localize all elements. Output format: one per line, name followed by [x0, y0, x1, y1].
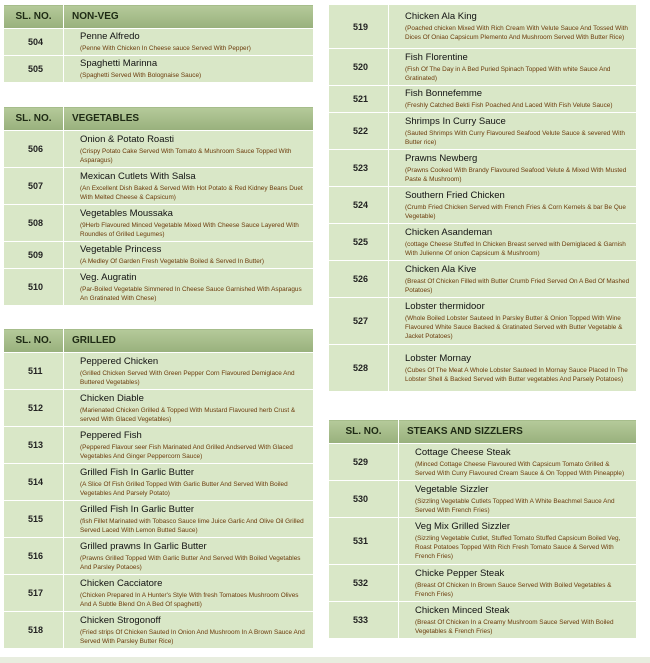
item-name: Fish Florentine — [405, 51, 468, 63]
item-description: (Spaghetti Served With Bolognaise Sauce) — [80, 72, 202, 79]
menu-item — [399, 602, 637, 639]
menu-item — [399, 518, 637, 565]
item-description: (Freshly Catched Bekti Fish Poached And Laced With Fish Velute Sauce) — [405, 102, 613, 109]
item-name: Southern Fried Chicken — [405, 189, 505, 201]
item-description: (cottage Cheese Stuffed In Chicken Breast served with Demiglaced & Garnish With Julienne Of onion Capsicum & Mushroom) — [405, 240, 626, 257]
menu-row — [4, 205, 314, 242]
menu-row — [4, 269, 314, 306]
item-number: 516 — [4, 538, 64, 575]
menu-item — [64, 575, 314, 612]
item-name: Lobster Mornay — [405, 352, 472, 364]
menu-row — [329, 565, 637, 602]
sl-no-header: SL. NO. — [4, 329, 64, 353]
item-name: Lobster thermidoor — [405, 301, 485, 312]
menu-row — [4, 575, 314, 612]
item-number: 532 — [329, 565, 399, 602]
menu-row — [4, 353, 314, 390]
menu-row — [329, 86, 637, 113]
item-name: Veg. Augratin — [80, 271, 137, 283]
menu-row — [329, 444, 637, 481]
menu-section-vegetables — [3, 106, 314, 306]
menu-row — [329, 261, 637, 298]
menu-item — [389, 298, 637, 345]
item-number: 517 — [4, 575, 64, 612]
item-name: Peppered Fish — [80, 429, 142, 441]
menu-row — [4, 29, 314, 56]
menu-row — [4, 168, 314, 205]
item-description: (Fried strips Of Chicken Sauted In Onion And Mushroom In A Brown Sauce And Served With Parsley Butter Rice) — [80, 628, 305, 645]
item-description: (Poached chicken Mixed With Rich Cream With Velute Sauce And Tossed With Dices Of Oniao Capsicum Plemento And Mushroom Served With Butter Rice) — [405, 25, 628, 41]
menu-item — [389, 113, 637, 150]
menu-row — [329, 49, 637, 86]
item-description: (Prawns Cooked With Brandy Flavoured Seafood Velute & Mixed With Musted Paste & Mushroom) — [405, 166, 627, 183]
item-description: (Par-Boiled Vegetable Simmered In Cheese Sauce Garnished With Asparagus An Gratinated With Chese) — [80, 285, 302, 302]
menu-row — [329, 113, 637, 150]
item-name: Prawns Newberg — [405, 152, 478, 164]
page-bottom-edge — [0, 657, 650, 663]
item-description: (fish Fillet Marinated with Tobasco Sauce lime Juice Garlic And Olive Oil Grilled Served Laced With Lemon Butted Sauce) — [80, 517, 304, 534]
menu-section-continued — [328, 4, 637, 392]
item-name: Onion & Potato Roasti — [80, 133, 174, 145]
item-name: Cottage Cheese Steak — [415, 446, 511, 458]
item-number: 510 — [4, 269, 64, 306]
item-number: 515 — [4, 501, 64, 538]
menu-row — [329, 150, 637, 187]
item-name: Mexican Cutlets With Salsa — [80, 170, 196, 182]
item-name: Chicken Ala King — [405, 11, 477, 22]
menu-row — [329, 518, 637, 565]
item-name: Shrimps In Curry Sauce — [405, 115, 506, 127]
item-number: 518 — [4, 612, 64, 649]
item-description: (An Excellent Dish Baked & Served With Hot Potato & Red Kidney Beans Duet With Melted Cheese & Capsicum) — [80, 184, 303, 201]
item-name: Vegetables Moussaka — [80, 207, 173, 219]
item-name: Penne Alfredo — [80, 31, 140, 42]
menu-row — [4, 464, 314, 501]
item-number: 520 — [329, 49, 389, 86]
item-number: 507 — [4, 168, 64, 205]
item-number: 531 — [329, 518, 399, 565]
menu-row — [329, 5, 637, 49]
sl-no-header: SL. NO. — [4, 5, 64, 29]
menu-item — [64, 501, 314, 538]
item-description: (Minced Cottage Cheese Flavoured With Capsicum Tomato Grilled & Served With Curry Flavoured Cream Sauce & On Topped With Pineapple) — [415, 460, 625, 477]
menu-row — [4, 538, 314, 575]
item-name: Vegetable Sizzler — [415, 483, 489, 495]
item-number: 509 — [4, 242, 64, 269]
item-number: 505 — [4, 56, 64, 83]
item-number: 508 — [4, 205, 64, 242]
item-number: 521 — [329, 86, 389, 113]
section-title: STEAKS AND SIZZLERS — [399, 420, 637, 444]
item-description: (Sizzling Vegetable Cutlets Topped With A White Beachmel Sauce And Served With French Fries) — [415, 497, 615, 514]
item-description: (Prawns Grilled Topped With Garlic Butter And Served With Boiled Vegetables And Parsley Potaoes) — [80, 554, 301, 571]
menu-section-steaks-and-sizzlers — [328, 419, 637, 639]
item-number: 524 — [329, 187, 389, 224]
menu-row — [4, 242, 314, 269]
menu-item — [64, 29, 314, 56]
menu-item — [64, 612, 314, 649]
item-number: 513 — [4, 427, 64, 464]
item-name: Chicken Ala Kive — [405, 263, 477, 275]
menu-item — [399, 565, 637, 602]
menu-item — [389, 224, 637, 261]
menu-row — [329, 602, 637, 639]
item-description: (Penne With Chicken In Cheese sauce Served With Pepper) — [80, 45, 251, 52]
item-number: 523 — [329, 150, 389, 187]
menu-item — [64, 205, 314, 242]
menu-row — [4, 427, 314, 464]
menu-item — [64, 464, 314, 501]
item-name: Vegetable Princess — [80, 244, 162, 255]
menu-row — [329, 187, 637, 224]
item-number: 511 — [4, 353, 64, 390]
menu-row — [4, 501, 314, 538]
item-description: (Marienated Chicken Grilled & Topped With Mustard Flavoured herb Crust & served With Glaced Vegetables) — [80, 406, 296, 423]
section-title: NON-VEG — [64, 5, 314, 29]
item-number: 512 — [4, 390, 64, 427]
menu-item — [64, 390, 314, 427]
item-number: 506 — [4, 131, 64, 168]
menu-item — [64, 427, 314, 464]
menu-row — [4, 390, 314, 427]
menu-item — [64, 168, 314, 205]
item-number: 529 — [329, 444, 399, 481]
menu-item — [389, 150, 637, 187]
item-name: Chicke Pepper Steak — [415, 567, 505, 579]
menu-item — [399, 481, 637, 518]
item-description: (Crumb Fried Chicken Served with French Fries & Corn Kernels & bar Be Que Vegetable) — [405, 203, 626, 220]
sl-no-header: SL. NO. — [329, 420, 399, 444]
menu-item — [399, 444, 637, 481]
item-name: Veg Mix Grilled Sizzler — [415, 521, 511, 532]
menu-item — [389, 49, 637, 86]
item-description: (Grilled Chicken Served With Green Pepper Corn Flavoured Demiglace And Buttered Vegetables) — [80, 369, 295, 386]
section-title: VEGETABLES — [64, 107, 314, 131]
item-number: 525 — [329, 224, 389, 261]
item-description: (Cubes Of The Meat A Whole Lobster Sauteed In Mornay Sauce Placed In The Lobster Shell & Backed Served with Butter vegetables And Parsely Potatoes) — [405, 366, 628, 383]
item-description: (Peppered Flavour seer Fish Marinated And Grilled Andserved With Glaced Vegetables And Ginger Peppercorn Sauce) — [80, 443, 293, 460]
item-name: Peppered Chicken — [80, 355, 159, 367]
menu-item — [64, 242, 314, 269]
item-name: Grilled Fish In Garlic Butter — [80, 503, 195, 515]
item-name: Grilled prawns In Garlic Butter — [80, 540, 207, 552]
menu-item — [64, 131, 314, 168]
menu-section-nonveg — [3, 4, 314, 83]
item-description: (Fish Of The Day in A Bed Puried Spinach Topped With white Sauce And Gratinated) — [405, 65, 611, 82]
item-description: (Crispy Potato Cake Served With Tomato & Mushroom Sauce Topped With Asparagus) — [80, 147, 292, 164]
menu-item — [389, 5, 637, 49]
item-name: Chicken Strogonoff — [80, 614, 161, 626]
item-description: (Sauted Shrimps With Curry Flavoured Seafood Velute Sauce & severed With Butter rice) — [405, 129, 625, 146]
item-name: Chicken Minced Steak — [415, 604, 510, 616]
item-description: (Whole Boiled Lobster Sauteed In Parsley Butter & Onion Topped With Wine Flavoured White Sauce Backed & Gratinated Served with Butter Vegetable & Jacket Potatoes) — [405, 315, 623, 340]
item-number: 530 — [329, 481, 399, 518]
menu-row — [4, 131, 314, 168]
item-number: 533 — [329, 602, 399, 639]
item-number: 526 — [329, 261, 389, 298]
menu-row — [329, 345, 637, 392]
item-description: (9Herb Flavoured Minced Vegetable Mixed With Cheese Sauce Layered With Roundles of Grilled Legumes) — [80, 221, 299, 238]
menu-section-grilled — [3, 328, 314, 649]
item-description: (A Slice Of Fish Grilled Topped With Garlic Butter And Served With Boiled Vegetables And Parsely Potato) — [80, 480, 288, 497]
item-name: Grilled Fish In Garlic Butter — [80, 466, 195, 478]
item-description: (Sizzling Vegetable Cutlet, Stuffed Tomato Stuffed Capsicum Boiled Veg, Roast Potatoes Topped With Rich Fresh Tomato Sauce & Served With French Fries) — [415, 535, 621, 560]
menu-item — [64, 353, 314, 390]
item-number: 528 — [329, 345, 389, 392]
item-number: 514 — [4, 464, 64, 501]
menu-row — [329, 481, 637, 518]
item-number: 527 — [329, 298, 389, 345]
item-name: Chicken Asandeman — [405, 226, 493, 238]
menu-row — [4, 612, 314, 649]
menu-item — [64, 538, 314, 575]
sl-no-header: SL. NO. — [4, 107, 64, 131]
menu-item — [389, 187, 637, 224]
item-description: (Breast Of Chicken Filled with Butter Crumb Fried Served On A Bed Of Mashed Potatoes) — [405, 277, 630, 294]
menu-item — [389, 345, 637, 392]
item-number: 519 — [329, 5, 389, 49]
item-description: (Breast Of Chicken In Brown Sauce Served With Boiled Vegetables & French Fries) — [415, 581, 612, 598]
menu-item — [64, 56, 314, 83]
item-description: (Chicken Prepared In A Hunter's Style With fresh Tomatoes Mushroom Olives And A Subtle Blend On A Bed Of spaghetti) — [80, 591, 299, 608]
menu-row — [329, 224, 637, 261]
item-number: 504 — [4, 29, 64, 56]
menu-item — [389, 261, 637, 298]
item-name: Spaghetti Marinna — [80, 58, 158, 69]
item-name: Fish Bonnefemme — [405, 88, 483, 99]
item-description: (A Medley Of Garden Fresh Vegetable Boiled & Served In Butter) — [80, 258, 265, 265]
menu-row — [4, 56, 314, 83]
section-title: GRILLED — [64, 329, 314, 353]
item-number: 522 — [329, 113, 389, 150]
item-description: (Breast Of Chicken In a Creamy Mushroom Sauce Served With Boiled Vegetables & French Fries) — [415, 618, 614, 635]
item-name: Chicken Diable — [80, 392, 144, 404]
menu-item — [64, 269, 314, 306]
menu-row — [329, 298, 637, 345]
item-name: Chicken Cacciatore — [80, 577, 163, 589]
menu-item — [389, 86, 637, 113]
